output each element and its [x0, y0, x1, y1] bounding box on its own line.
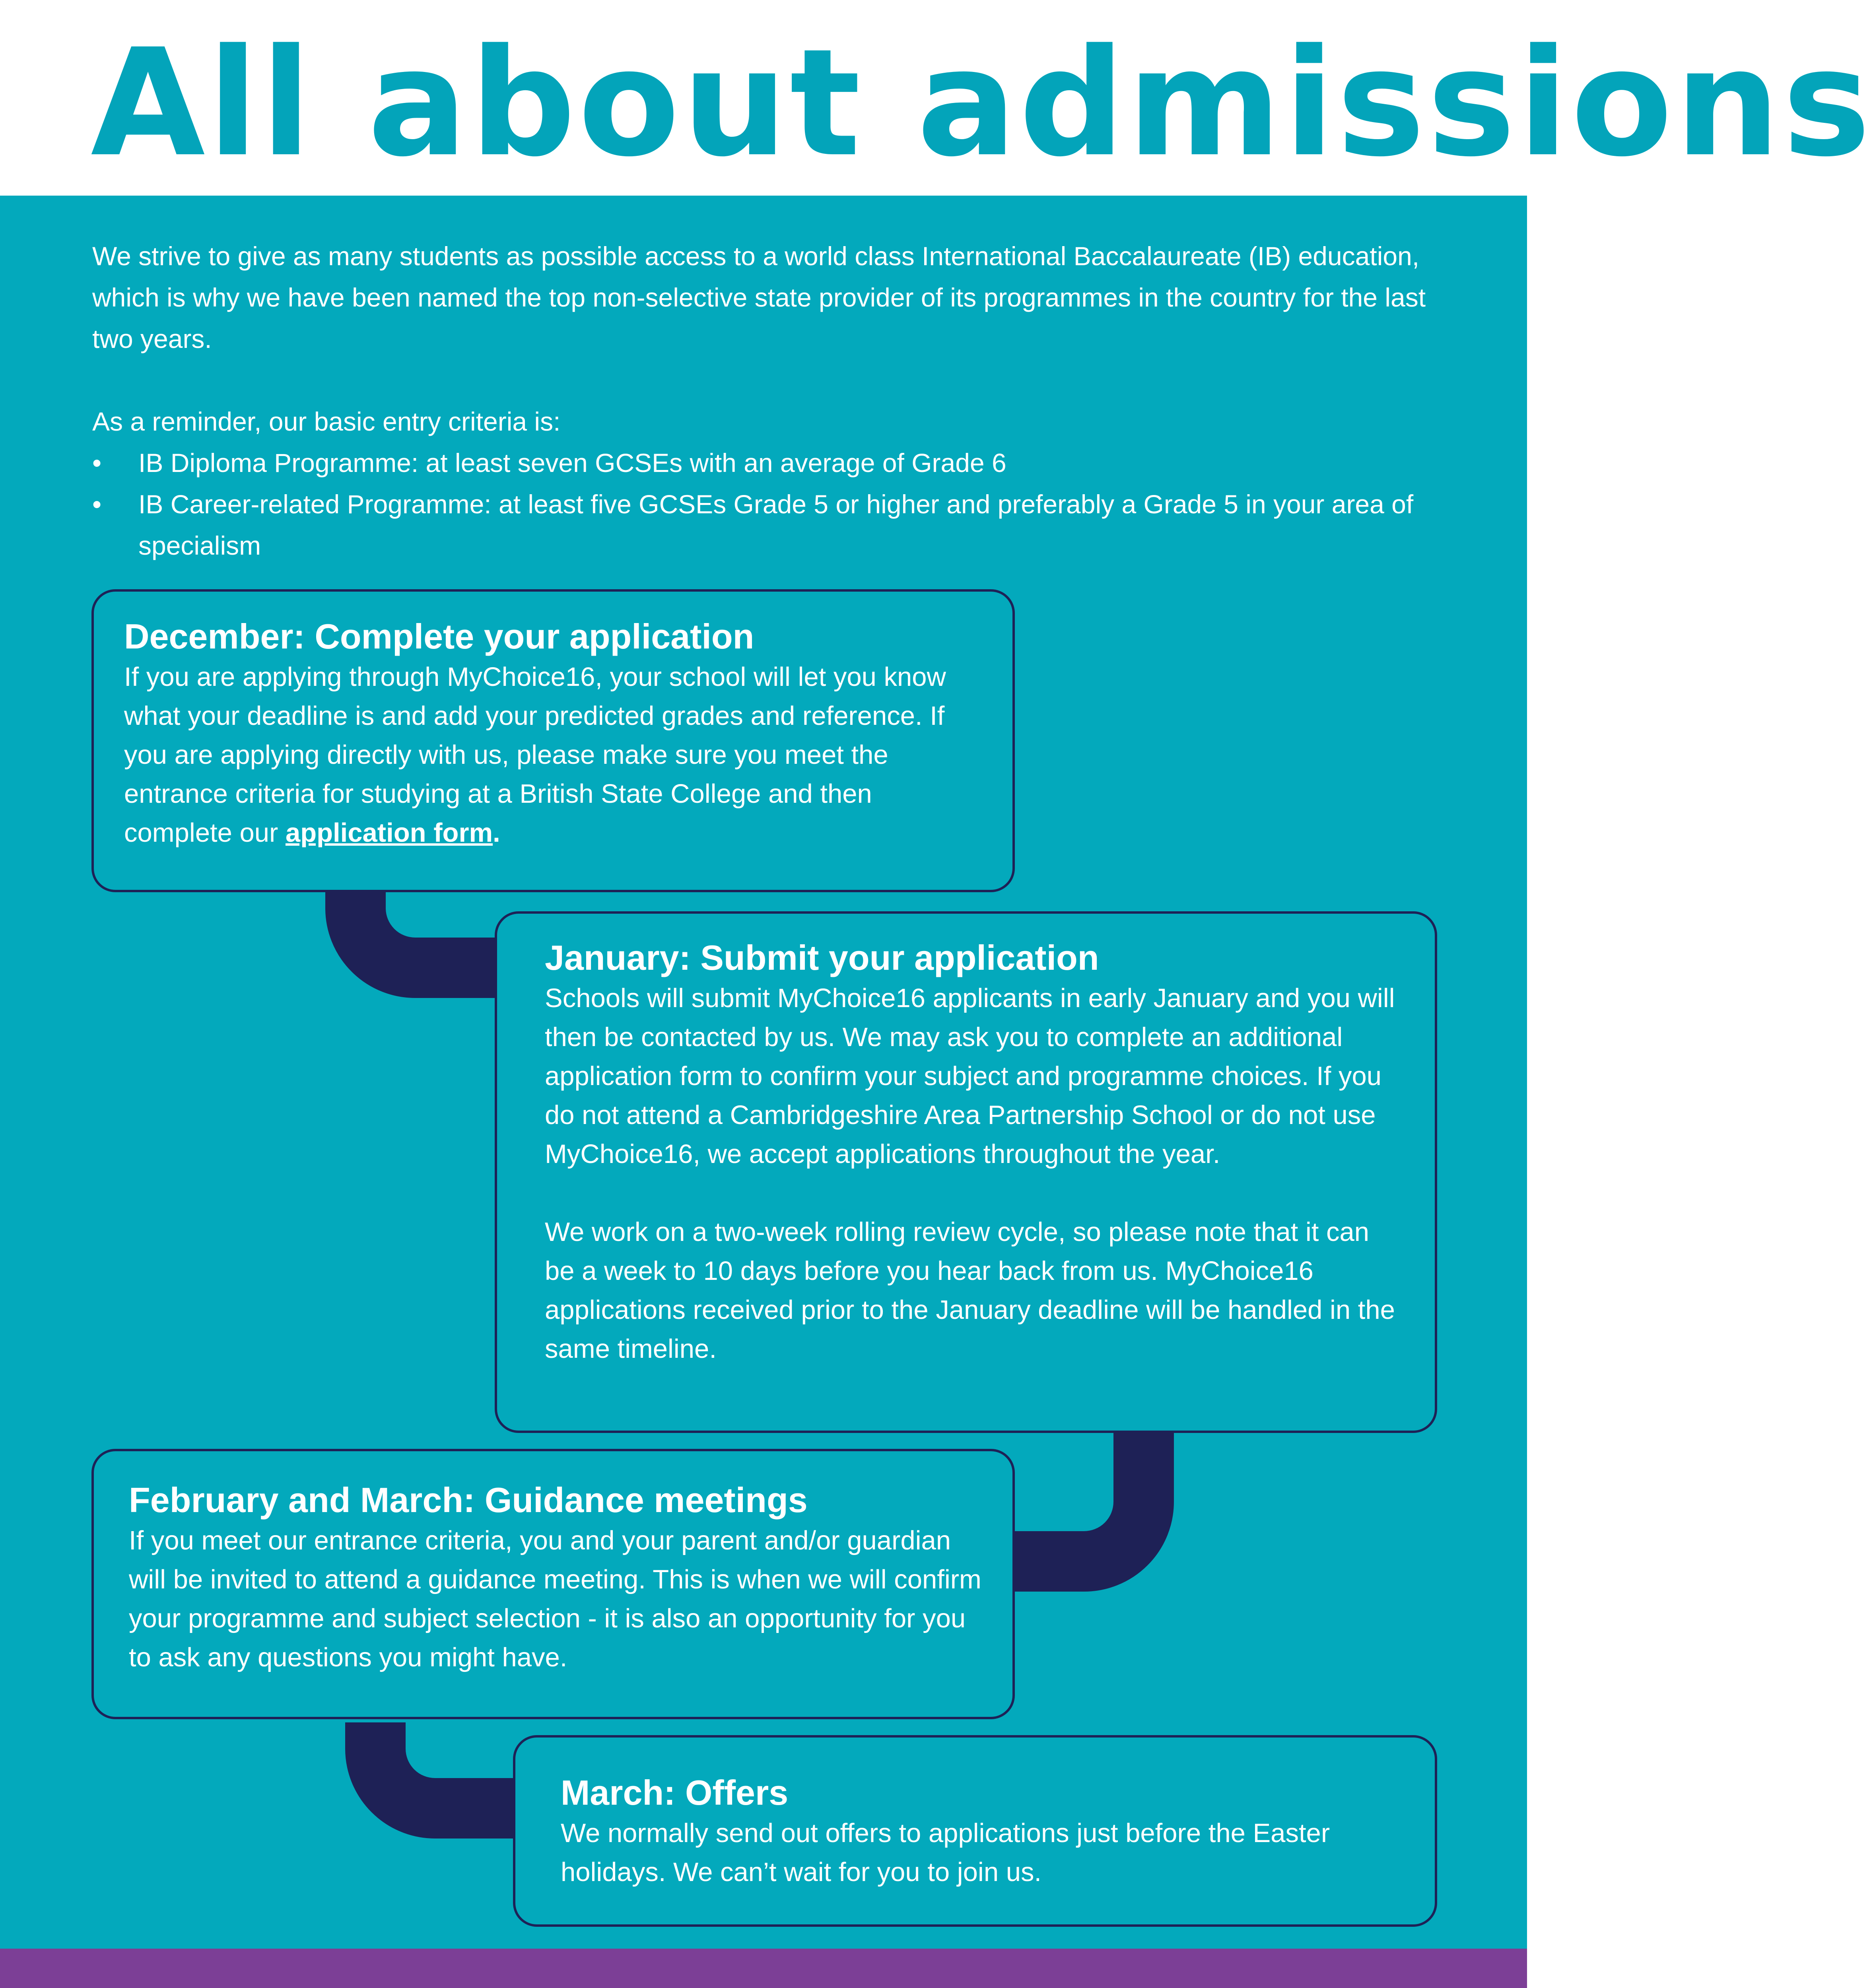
- criteria-item: • IB Career-related Programme: at least five GCSEs Grade 5 or higher and preferably a Grade 5 in your area of specialism: [92, 483, 1436, 566]
- timeline-card-march: [513, 1735, 1437, 1927]
- card-heading: March: Offers: [561, 1773, 789, 1812]
- footer-next-steps: [0, 1949, 1527, 1988]
- card-body: [124, 658, 984, 852]
- connector-february-march: [338, 1722, 521, 1889]
- page-title: All about admissions: [91, 17, 1873, 189]
- main-panel: [0, 196, 1527, 1949]
- timeline-card-february-march: [91, 1449, 1015, 1719]
- card-heading: January: Submit your application: [545, 938, 1099, 977]
- criteria-list: [92, 442, 1436, 566]
- connector-december-january: [318, 883, 501, 1050]
- card-body: Schools will submit MyChoice16 applicants in early January and you will then be contacted by us. We may ask you to complete an additional application form to confirm your subject and programme choices. If you do not attend a Cambridgeshire Area Partnership School or do not use MyChoice16, we accept applications throughout the year.: [545, 983, 1395, 1169]
- card-heading: December: Complete your application: [124, 617, 754, 656]
- criteria-lead: As a reminder, our basic entry criteria is:: [92, 407, 561, 436]
- card-heading: February and March: Guidance meetings: [129, 1480, 808, 1520]
- timeline-card-january: [495, 911, 1437, 1433]
- card-body-text: If you are applying through MyChoice16, your school will let you know what your deadline is and add your predicted grades and reference. If you are applying directly with us, please make sure you meet the entrance criteria for studying at a British State College and then complete our: [124, 662, 946, 848]
- card-body: We work on a two-week rolling review cycle, so please note that it can be a week to 10 days before you hear back from us. MyChoice16 applications received prior to the January deadline will be handled in the same timeline.: [545, 1217, 1395, 1364]
- intro-paragraph: We strive to give as many students as possible access to a world class International Baccalaureate (IB) education, which is why we have been named the top non-selective state provider of its programmes in the country for the last two years.: [92, 241, 1426, 353]
- timeline-card-december: [91, 589, 1015, 892]
- card-body: If you meet our entrance criteria, you and your parent and/or guardian will be invited to attend a guidance meeting. This is when we will confirm your programme and subject selection - it is also an opportunity for you to ask any questions you might have.: [129, 1526, 981, 1672]
- application-form-link[interactable]: application form: [285, 818, 493, 848]
- intro-section: [92, 235, 1436, 566]
- card-body: We normally send out offers to applications just before the Easter holidays. We can’t wait for you to join us.: [561, 1818, 1330, 1887]
- header: [0, 0, 1873, 196]
- criteria-item: • IB Diploma Programme: at least seven GCSEs with an average of Grade 6: [92, 442, 1436, 483]
- card-body-end: .: [493, 818, 500, 848]
